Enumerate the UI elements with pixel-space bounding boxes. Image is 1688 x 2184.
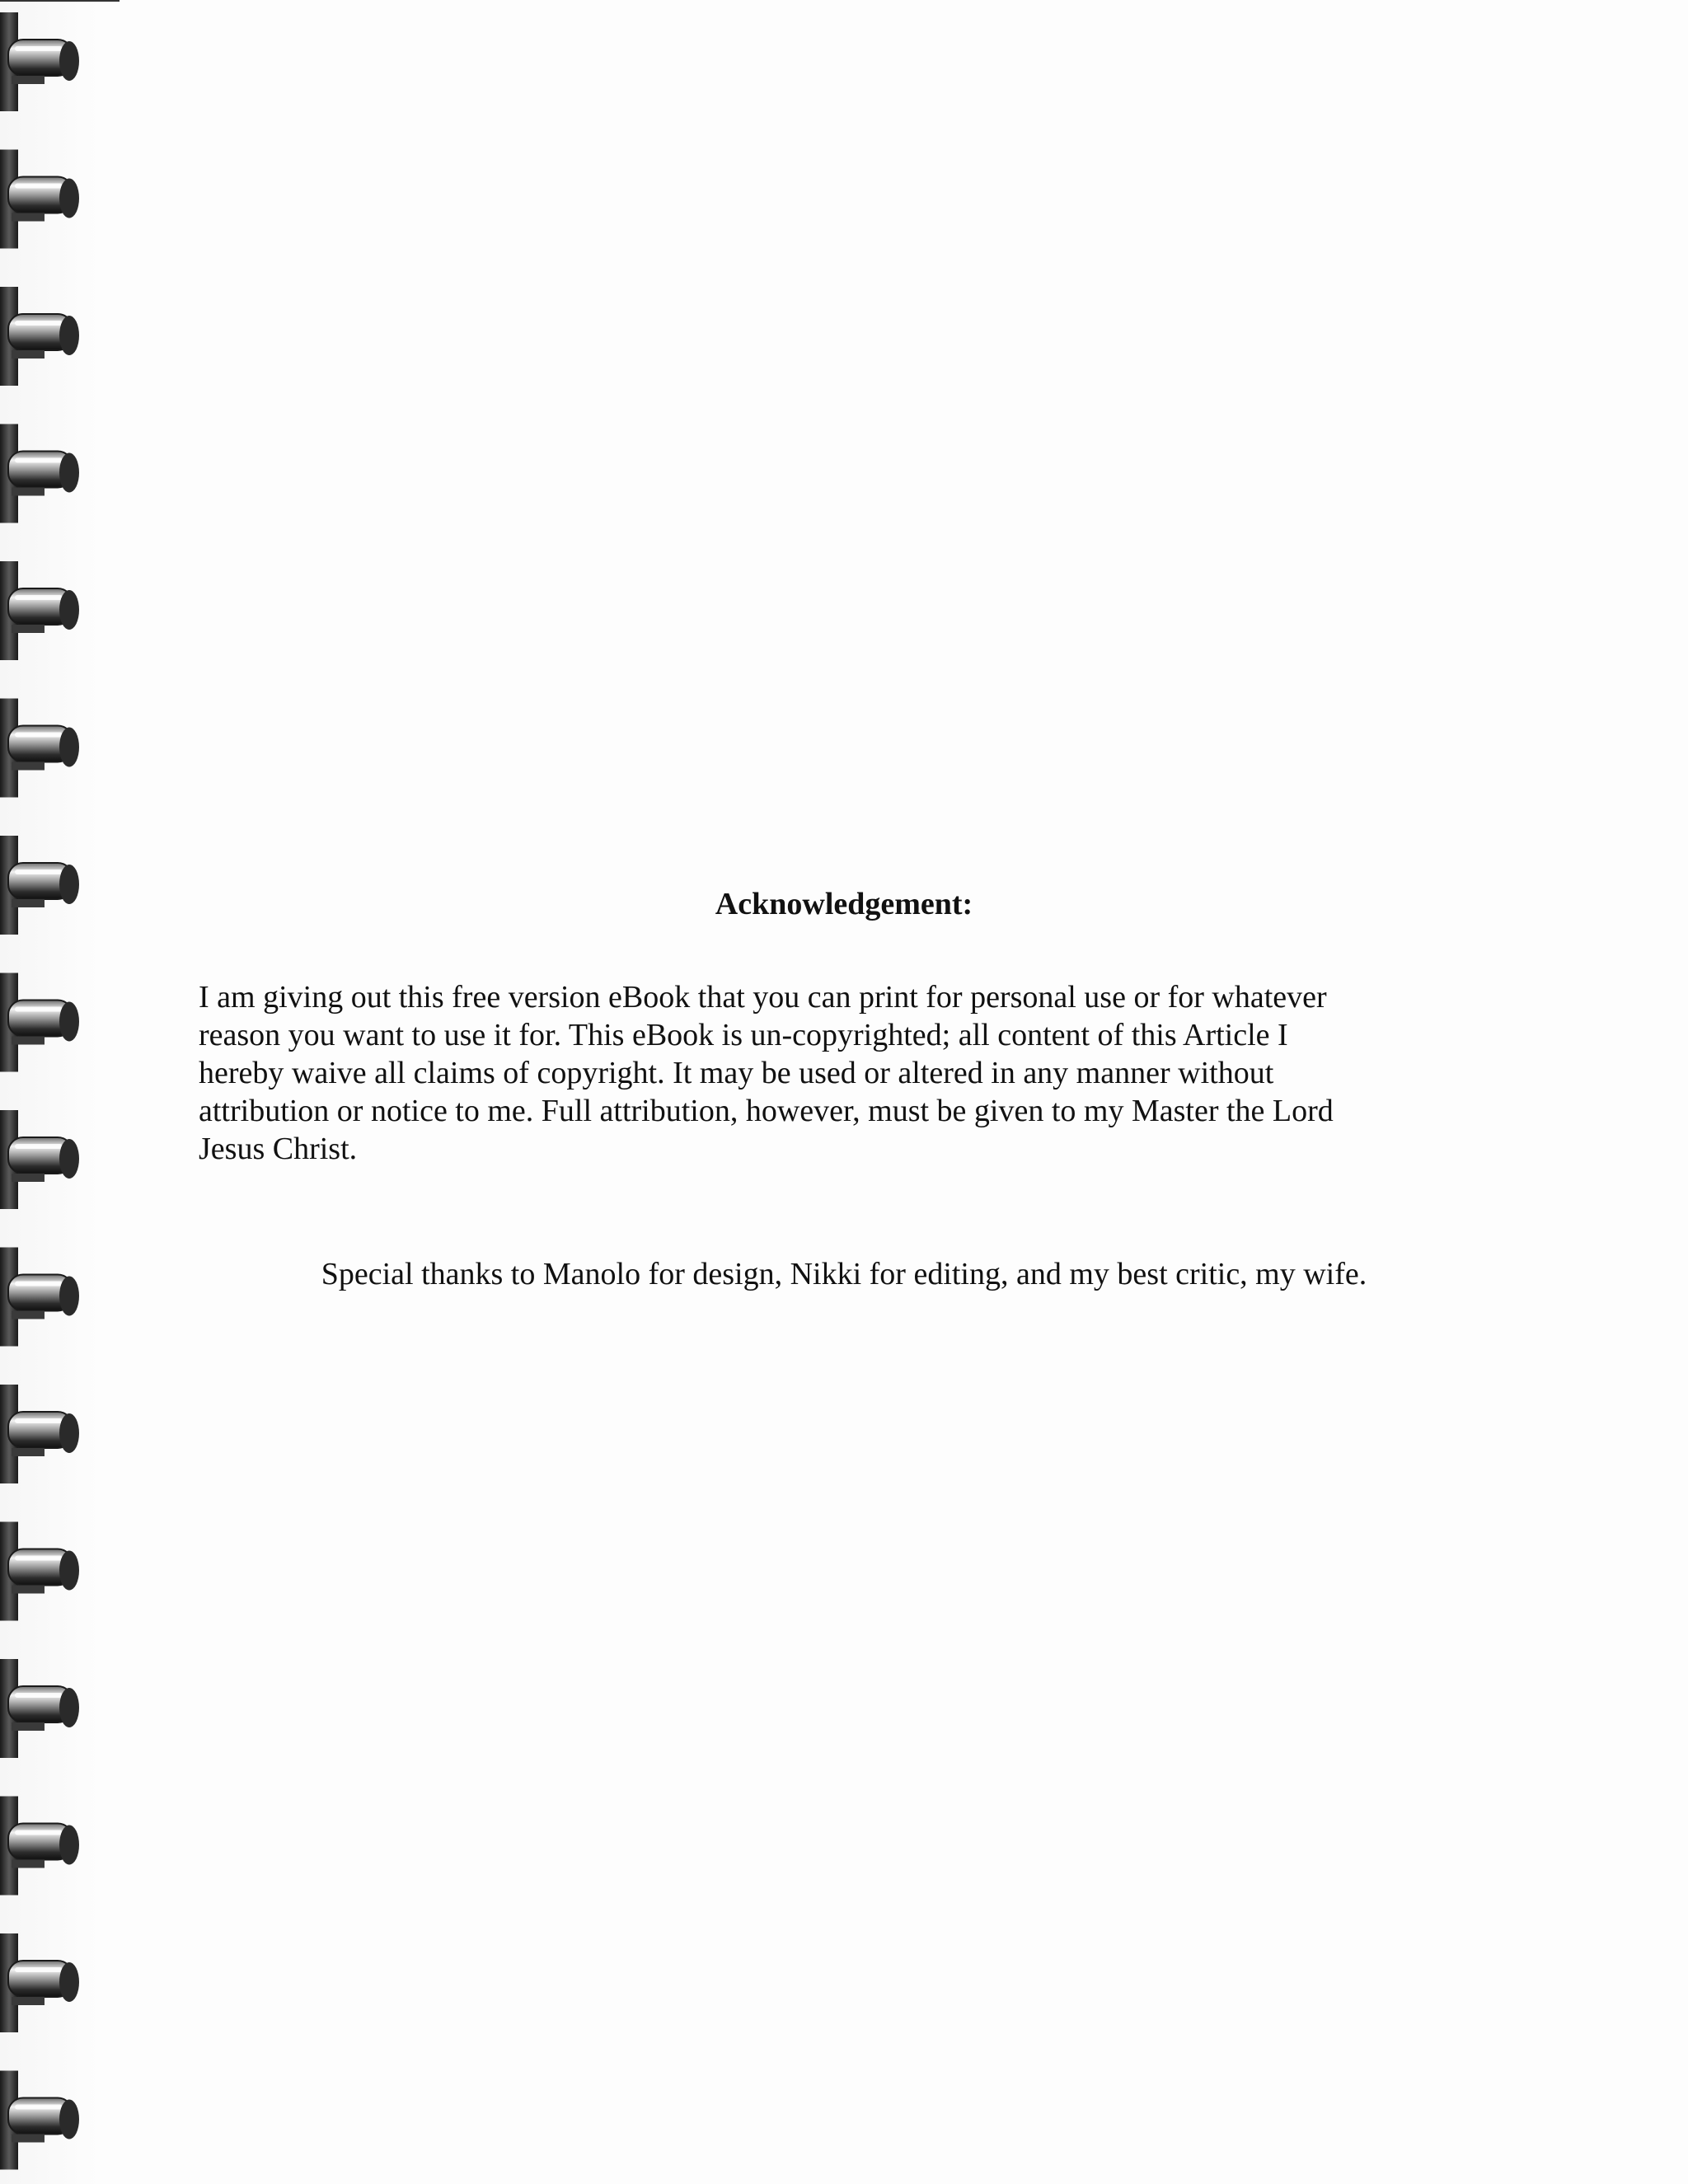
binding-ring-shine: [15, 184, 63, 189]
binding-ring-shine: [15, 869, 63, 874]
binding-connector: [12, 1174, 45, 1182]
paragraph-line: Jesus Christ.: [199, 1132, 358, 1166]
binding-connector: [12, 2135, 45, 2143]
binding-ring-shine: [15, 595, 63, 600]
binding-connector: [12, 1311, 45, 1319]
binding-ring-cap: [59, 179, 79, 218]
binding-ring-cap: [59, 2100, 79, 2139]
paragraph-line: attribution or notice to me. Full attribution, however, must be given to my Master the Lord: [199, 1094, 1334, 1128]
binding-connector: [12, 1037, 45, 1045]
binding-ring-shine: [15, 733, 63, 738]
binding-connector: [12, 213, 45, 222]
binding-connector: [12, 1586, 45, 1594]
binding-ring-shine: [15, 1967, 63, 1972]
binding-ring-cap: [59, 41, 79, 81]
binding-ring-shine: [15, 46, 63, 51]
binding-ring-cap: [59, 590, 79, 630]
binding-connector: [12, 762, 45, 771]
paragraph-line: reason you want to use it for. This eBook is un-copyrighted; all content of this Article I: [199, 1018, 1288, 1052]
binding-ring-cap: [59, 1139, 79, 1179]
acknowledgement-heading: Acknowledgement:: [715, 887, 973, 921]
binding-ring-cap: [59, 1551, 79, 1591]
spiral-binding-icon: [0, 0, 107, 2184]
binding-connector: [12, 1997, 45, 2005]
binding-connector: [12, 350, 45, 359]
binding-ring-cap: [59, 1825, 79, 1865]
binding-ring-cap: [59, 316, 79, 355]
acknowledgement-paragraph: [199, 978, 1501, 1168]
binding-ring-shine: [15, 1144, 63, 1149]
binding-connector: [12, 1860, 45, 1868]
binding-ring-shine: [15, 1556, 63, 1561]
binding-ring-cap: [59, 453, 79, 493]
binding-ring-cap: [59, 1962, 79, 2002]
binding-ring-cap: [59, 728, 79, 767]
binding-ring-cap: [59, 1002, 79, 1042]
binding-ring-shine: [15, 1418, 63, 1423]
special-thanks-line: Special thanks to Manolo for design, Nikki for editing, and my best critic, my wife.: [321, 1257, 1367, 1291]
binding-ring-shine: [15, 458, 63, 463]
binding-ring-cap: [59, 1413, 79, 1453]
paragraph-line: hereby waive all claims of copyright. It may be used or altered in any manner without: [199, 1056, 1274, 1090]
binding-connector: [12, 76, 45, 84]
binding-ring-shine: [15, 1007, 63, 1012]
binding-connector: [12, 1448, 45, 1456]
binding-connector: [12, 625, 45, 633]
binding-ring-cap: [59, 1688, 79, 1727]
binding-ring-shine: [15, 1693, 63, 1698]
paragraph-line: I am giving out this free version eBook that you can print for personal use or for whatever: [199, 980, 1327, 1015]
binding-connector: [12, 1722, 45, 1731]
binding-ring-shine: [15, 2105, 63, 2110]
binding-ring-shine: [15, 321, 63, 326]
binding-connector: [12, 488, 45, 496]
binding-ring-shine: [15, 1830, 63, 1835]
